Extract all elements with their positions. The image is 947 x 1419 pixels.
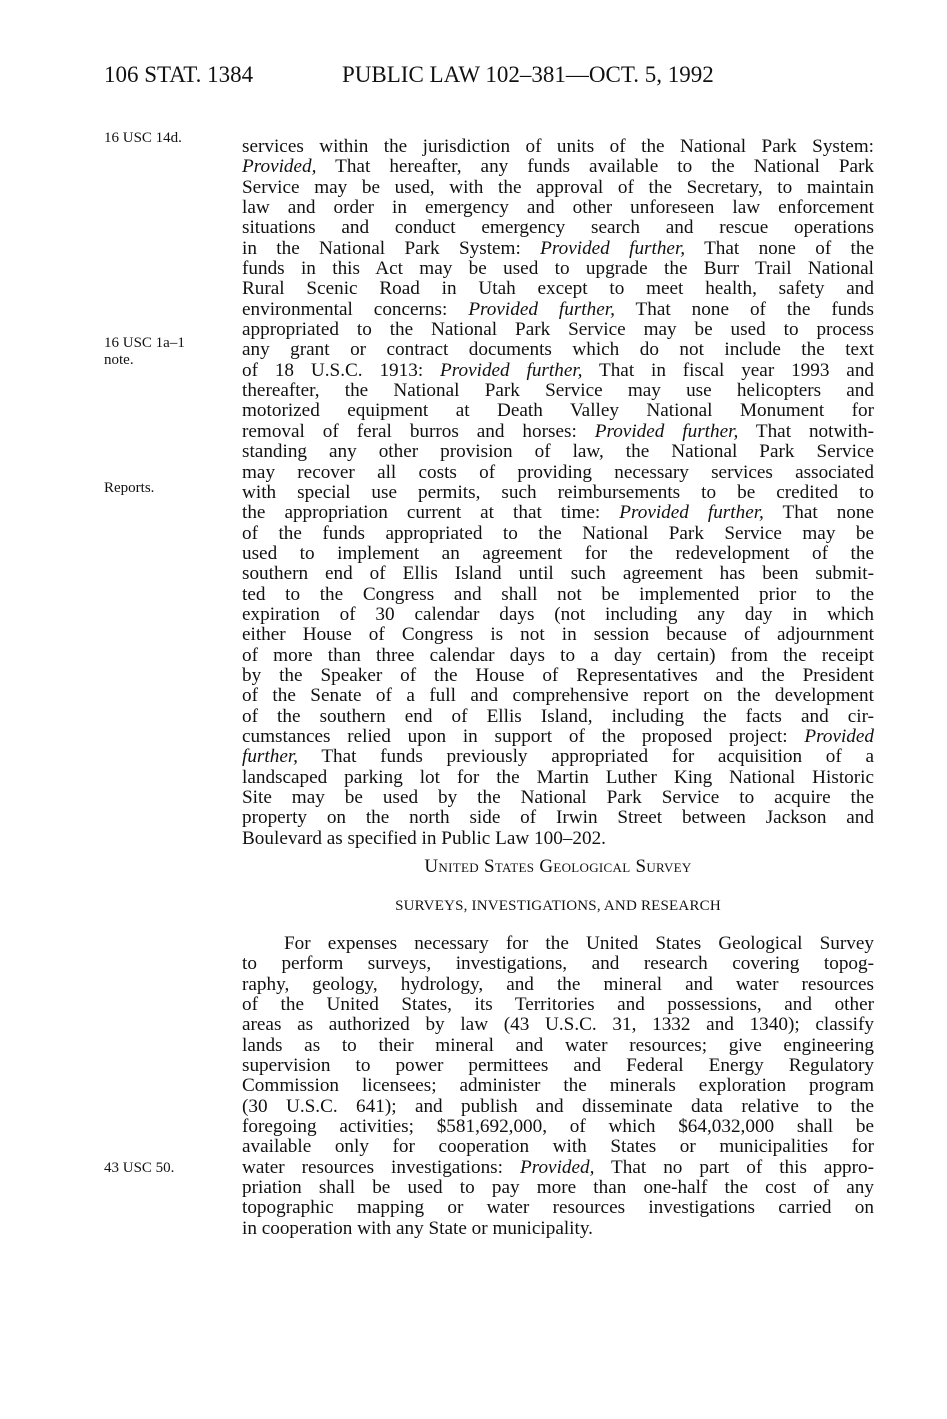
text-line: Provided, That hereafter, any funds available to the National Park (242, 156, 874, 178)
statute-page-number: 106 STAT. 1384 (104, 62, 254, 87)
text-line: in cooperation with any State or municipality. (242, 1217, 593, 1239)
park-service-paragraph (242, 137, 874, 849)
text-line: expiration of 30 calendar days (not including any day in which (242, 603, 874, 625)
text-line: of the United States, its Territories and possessions, and other (242, 994, 874, 1016)
text-line: in the National Park System: Provided further, That none of the (242, 237, 874, 259)
text-line: services within the jurisdiction of units of the National Park System: (242, 136, 874, 157)
text-line: appropriated to the National Park Service may be used to process (242, 319, 874, 341)
text-line: to perform surveys, investigations, and research covering topog- (242, 953, 874, 975)
text-line: thereafter, the National Park Service may use helicopters and (242, 380, 874, 402)
text-line: may recover all costs of providing necessary services associated (242, 461, 874, 483)
section-subheading: SURVEYS, INVESTIGATIONS, AND RESEARCH (395, 898, 721, 914)
text-line: supervision to power permittees and Federal Energy Regulatory (242, 1055, 874, 1077)
text-line: law and order in emergency and other unforeseen law enforcement (242, 197, 874, 219)
text-line: of 18 U.S.C. 1913: Provided further, That in fiscal year 1993 and (242, 359, 875, 381)
geological-survey-paragraph (242, 934, 874, 1239)
text-line: of the southern end of Ellis Island, including the facts and cir- (242, 705, 874, 727)
margin-note-16-usc-14d: 16 USC 14d. (104, 130, 182, 146)
text-line: removal of feral burros and horses: Provided further, That notwith- (242, 420, 874, 442)
text-line: further, That funds previously appropriated for acquisition of a (242, 746, 874, 768)
text-line: foregoing activities; $581,692,000, of which $64,032,000 shall be (242, 1116, 874, 1138)
section-heading: United States Geological Survey (424, 856, 692, 877)
text-line: the appropriation current at that time: Provided further, That none (242, 502, 874, 524)
text-line: standing any other provision of law, the National Park Service (242, 441, 874, 463)
text-line: landscaped parking lot for the Martin Luther King National Historic (242, 766, 874, 788)
text-line: of the Senate of a full and comprehensive report on the development (242, 685, 874, 707)
text-line: of the funds appropriated to the National Park Service may be (242, 522, 874, 544)
text-line: of more than three calendar days to a day certain) from the receipt (242, 644, 874, 666)
text-line: water resources investigations: Provided, That no part of this appro- (242, 1156, 875, 1178)
text-line: environmental concerns: Provided further, That none of the funds (242, 298, 874, 320)
public-law-citation: PUBLIC LAW 102–381—OCT. 5, 1992 (342, 62, 714, 87)
text-line: areas as authorized by law (43 U.S.C. 31, 1332 and 1340); classify (242, 1014, 874, 1036)
margin-note-note: note. (104, 352, 134, 368)
text-line: situations and conduct emergency search and rescue operations (242, 217, 874, 239)
text-line: motorized equipment at Death Valley National Monument for (242, 400, 874, 422)
text-line: Service may be used, with the approval of the Secretary, to maintain (242, 176, 874, 198)
text-line: property on the north side of Irwin Street between Jackson and (242, 807, 874, 829)
text-line: with special use permits, such reimbursements to be credited to (242, 481, 874, 503)
text-line: either House of Congress is not in session because of adjournment (242, 624, 874, 646)
text-line: used to implement an agreement for the redevelopment of the (242, 542, 874, 564)
margin-note-16-usc-1a-1: 16 USC 1a–1 (104, 335, 185, 351)
text-line: any grant or contract documents which do not include the text (242, 339, 874, 361)
page-header (104, 62, 884, 92)
text-line: Commission licensees; administer the minerals exploration program (242, 1075, 874, 1097)
text-line: by the Speaker of the House of Representatives and the President (242, 664, 874, 686)
text-line: southern end of Ellis Island until such agreement has been submit- (242, 563, 874, 585)
margin-note-reports: Reports. (104, 480, 155, 496)
text-line: funds in this Act may be used to upgrade the Burr Trail National (242, 258, 874, 280)
text-line: Rural Scenic Road in Utah except to meet health, safety and (242, 278, 874, 300)
text-line: raphy, geology, hydrology, and the mineral and water resources (242, 973, 874, 995)
text-line: Boulevard as specified in Public Law 100–202. (242, 827, 606, 849)
text-line: topographic mapping or water resources investigations carried on (242, 1197, 874, 1219)
text-line: cumstances relied upon in support of the proposed project: Provided (242, 725, 874, 747)
text-line: lands as to their mineral and water resources; give engineering (242, 1034, 874, 1056)
text-line: available only for cooperation with States or municipalities for (242, 1136, 874, 1158)
text-line: Site may be used by the National Park Service to acquire the (242, 787, 874, 808)
text-line: (30 U.S.C. 641); and publish and disseminate data relative to the (242, 1095, 874, 1117)
text-line: ted to the Congress and shall not be implemented prior to the (242, 583, 874, 605)
margin-note-43-usc-50: 43 USC 50. (104, 1160, 175, 1176)
text-line: priation shall be used to pay more than one-half the cost of any (242, 1177, 874, 1199)
text-line: For expenses necessary for the United States Geological Survey (284, 933, 874, 954)
